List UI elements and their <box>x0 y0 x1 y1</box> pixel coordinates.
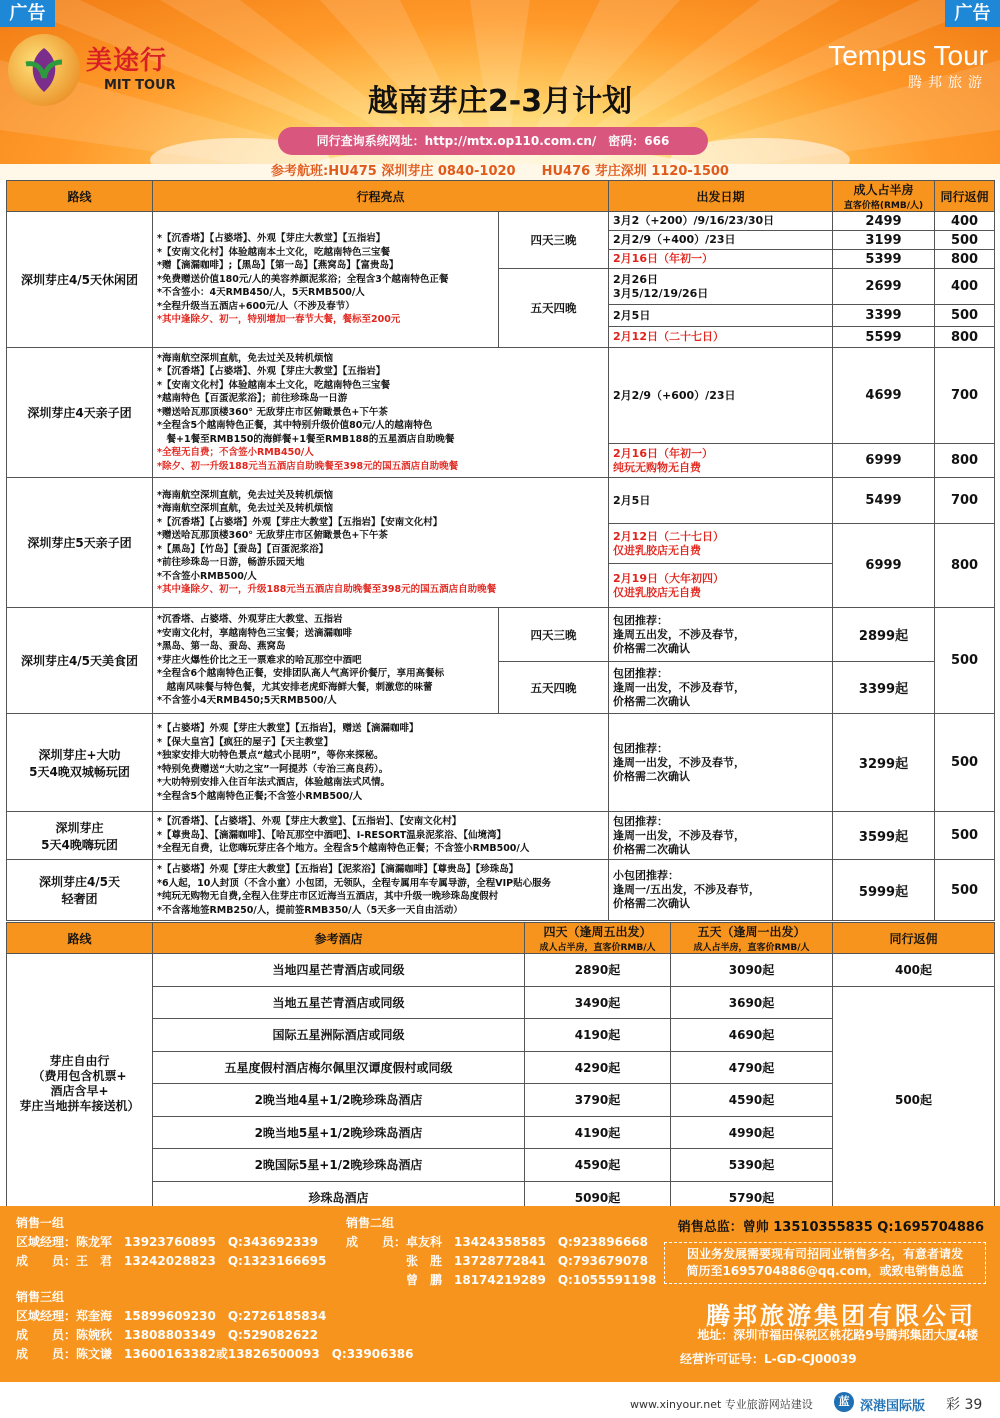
price: 5999起 <box>833 860 935 921</box>
hotel-name: 当地五星芒青酒店或同级 <box>153 986 525 1019</box>
free-travel-table <box>6 922 995 1214</box>
price: 5399 <box>833 250 935 269</box>
highlight-line: *【沉香塔】【占婆塔】、外观【芽庄大教堂】【五指岩】 <box>157 366 386 378</box>
recruit-line: 因业务发展需要现有司招同业销售多名，有意者请发 <box>686 1247 963 1261</box>
ad-tag-left: 广告 <box>0 0 55 27</box>
highlight-line: *【占婆塔】外观【芽庄大教堂】【五指岩】，赠送【滴漏咖啡】 <box>157 723 419 734</box>
departure-date <box>609 524 833 564</box>
highlight-line: *6人起，10人封顶（不含小童）小包团，无领队，全程专属用车专属导游，全程VIP贴心服务 <box>157 877 552 889</box>
header-five-day-sub: 成人占半房，直客价RMB/人 <box>693 943 810 953</box>
header-return: 同行返佣 <box>935 181 995 212</box>
agent-return: 500 <box>935 305 995 327</box>
departure-date: 3月2（+200）/9/16/23/30日 <box>609 212 833 231</box>
departure-date: 2月5日 <box>609 478 833 524</box>
agent-return: 800 <box>935 327 995 348</box>
date-line: 逢周五出发，不涉及春节， <box>613 627 746 641</box>
highlight-note-red: *其中逢除夕、初一，升级188元当五酒店自助晚餐至398元的国五酒店自助晚餐 <box>157 584 497 595</box>
recruit-line: 简历至1695704886@qq.com，或致电销售总监 <box>686 1264 964 1278</box>
page-number: 彩 39 <box>946 1397 983 1413</box>
route-name-line: 5天4晚嗨玩团 <box>41 837 118 852</box>
route-name: 深圳芽庄4/5天休闲团 <box>7 212 153 348</box>
highlight-line: *特别免费赠送“大叻之宝”一阿提苏（专治三高良药）。 <box>157 763 389 775</box>
price: 3299起 <box>833 714 935 812</box>
highlight-line: *【安南文化村】体验越南本土文化，吃越南特色三宝餐 <box>157 379 390 391</box>
route-highlights <box>153 212 499 348</box>
highlight-line: *海南航空深圳直航，免去过关及转机烦恼 <box>157 503 333 514</box>
highlight-line: *前往珍珠岛一日游，畅游乐园天地 <box>157 557 305 568</box>
highlight-line: *芽庄火爆性价比之王一票难求的哈瓦那空中酒吧 <box>157 654 362 666</box>
table-row <box>7 986 995 1019</box>
date-line: 仅进乳胶店无自费 <box>613 543 702 557</box>
tempus-logo-name: Tempus Tour <box>828 40 988 71</box>
price: 4699 <box>833 348 935 444</box>
highlight-line: *赠送哈瓦那顶楼360° 无敌芽庄市区俯瞰景色+下午茶 <box>157 406 388 418</box>
edition-name: 深港国际版 <box>860 1399 926 1414</box>
route-name <box>7 812 153 860</box>
hotel-name: 2晚当地4星+1/2晚珍珠岛酒店 <box>153 1084 525 1117</box>
route-name: 深圳芽庄4天亲子团 <box>7 348 153 478</box>
hotel-name: 2晚国际5星+1/2晚珍珠岛酒店 <box>153 1149 525 1182</box>
license-number: 经营许可证号：L-GD-CJ00039 <box>680 1352 857 1366</box>
tempus-logo-sub: 腾邦旅游 <box>908 75 988 91</box>
highlight-line: *全程含5个越南特色正餐，其中特别升级价值80元/人的越南特色 <box>157 420 433 432</box>
five-day-price: 3090起 <box>671 954 833 987</box>
highlight-line: *不含签小4天RMB450;5天RMB500/人 <box>157 695 337 707</box>
highlight-line: *纯玩无购物无自费,全程入住芽庄市区近海当五酒店，其中升级一晚珍珠岛度假村 <box>157 891 499 902</box>
sales-group-1 <box>16 1214 326 1271</box>
header-four-day-sub: 成人占半房，直客价RMB/人 <box>539 943 656 953</box>
highlight-line: *全程无自费，让您嗨玩芽庄各个地方。全程含5个越南特色正餐；不含签小RMB500/人 <box>157 843 530 855</box>
date-line: 2月26日 <box>613 272 658 286</box>
agent-return: 500 <box>935 231 995 250</box>
five-day-price: 4990起 <box>671 1116 833 1149</box>
highlight-line: *【保大皇宫】【疯狂的屋子】【天主教堂】 <box>157 736 333 748</box>
trip-length: 五天四晚 <box>499 662 609 714</box>
trip-length: 四天三晚 <box>499 212 609 269</box>
header-price <box>833 181 935 212</box>
departure-date: 2月2/9（+400）/23日 <box>609 231 833 250</box>
departure-date: 2月5日 <box>609 305 833 327</box>
table-row <box>7 812 995 860</box>
highlight-line: *【安南文化村】体验越南本土文化，吃越南特色三宝餐 <box>157 246 390 258</box>
company-name: 腾邦旅游集团有限公司 <box>706 1302 976 1330</box>
hotel-name: 2晚当地5星+1/2晚珍珠岛酒店 <box>153 1116 525 1149</box>
five-day-price: 4790起 <box>671 1051 833 1084</box>
highlight-line: *不含签小RMB500/人 <box>157 570 257 582</box>
highlight-line: *不含落地签RMB250/人，提前签RMB350/人（5天多一天自由活动） <box>157 904 463 916</box>
highlight-line: *海南航空深圳直航，免去过关及转机烦恼 <box>157 352 333 364</box>
highlight-line: *海南航空深圳直航，免去过关及转机烦恼 <box>157 489 333 501</box>
route-name-line: 5天4晚双城畅玩团 <box>29 764 130 779</box>
price: 2699 <box>833 269 935 305</box>
table-row <box>7 860 995 921</box>
highlight-line: *【沉香塔】【占婆塔】、外观【芽庄大教堂】【五指岩】 <box>157 233 386 245</box>
highlight-line: *不含签小：4天RMB450/人，5天RMB500/人 <box>157 287 365 299</box>
agent-return: 700 <box>935 478 995 524</box>
date-line: 包团推荐： <box>613 814 669 828</box>
date-line: 包团推荐： <box>613 666 669 680</box>
agent-return: 800 <box>935 250 995 269</box>
route-highlights <box>153 714 609 812</box>
departure-date: 2月2/9（+600）/23日 <box>609 348 833 444</box>
header-price-sub: 直客价格(RMB/人) <box>843 201 924 211</box>
route-name-line: 芽庄自由行 <box>49 1053 110 1068</box>
agent-return: 500 <box>935 608 995 714</box>
header-price-main: 成人占半房 <box>853 183 914 197</box>
hotel-name: 国际五星洲际酒店或同级 <box>153 1019 525 1052</box>
departure-date <box>609 564 833 608</box>
header-five-day <box>671 923 833 954</box>
date-line: 2月19日（大年初四） <box>613 571 724 585</box>
company-address: 地址：深圳市福田保税区桃花路9号腾邦集团大厦4楼 <box>697 1328 978 1342</box>
price: 6999 <box>833 524 935 608</box>
price: 5599 <box>833 327 935 348</box>
date-line: 包团推荐： <box>613 613 669 627</box>
route-highlights <box>153 348 609 478</box>
group-title: 销售一组 <box>16 1216 65 1230</box>
date-line: 价格需二次确认 <box>613 842 691 856</box>
ad-tag-right: 广告 <box>945 0 1000 27</box>
group-title: 销售三组 <box>16 1290 65 1304</box>
header-five-day-main: 五天（逢周一出发） <box>697 925 806 939</box>
itinerary-header-row <box>7 181 995 212</box>
agent-return: 500 <box>935 812 995 860</box>
route-highlights <box>153 812 609 860</box>
table-row <box>7 478 995 524</box>
hotel-name: 珍珠岛酒店 <box>153 1181 525 1214</box>
departure-date <box>609 812 833 860</box>
header-four-day-main: 四天（逢周五出发） <box>543 925 652 939</box>
route-name-line: 深圳芽庄 <box>55 820 104 835</box>
contact-line: 成 员：王 君 13242028823 Q:1323166695 <box>16 1254 327 1268</box>
date-line: 价格需二次确认 <box>613 769 691 783</box>
highlight-note-red: *全程无自费；不含签小RMB450/人 <box>157 447 314 459</box>
sales-director: 销售总监：曾帅 13510355835 Q:1695704886 <box>677 1220 984 1235</box>
hotel-name: 当地四星芒青酒店或同级 <box>153 954 525 987</box>
highlight-line: *【沉香塔】、【占婆塔】、外观【芽庄大教堂】、【五指岩】、【安南文化村】 <box>157 816 462 828</box>
price: 3199 <box>833 231 935 250</box>
agent-return: 500 <box>935 714 995 812</box>
mit-logo-name: 美途行 <box>86 46 168 76</box>
agent-return: 500 <box>935 860 995 921</box>
header-route: 路线 <box>7 923 153 954</box>
price: 3599起 <box>833 812 935 860</box>
highlight-line: 越南风味餐与特色餐，尤其安排老虎虾海鲜大餐，刺激您的味蕾 <box>157 681 433 693</box>
contact-line: 张 胜 13728772841 Q:793679078 <box>346 1254 648 1268</box>
table-row <box>7 348 995 444</box>
departure-date <box>609 444 833 478</box>
contact-line: 曾 鹏 18174219289 Q:1055591198 <box>346 1273 657 1287</box>
price: 2899起 <box>833 608 935 662</box>
query-system-bar: 同行查询系统网址：http://mtx.op110.com.cn/ 密码：666 <box>278 127 708 155</box>
departure-date <box>609 269 833 305</box>
five-day-price: 3690起 <box>671 986 833 1019</box>
highlight-line: *黑岛、第一岛、蚕岛、燕窝岛 <box>157 641 286 653</box>
contact-line: 成 员：卓友科 13424358585 Q:923896668 <box>346 1235 648 1249</box>
highlight-line: *安南文化村，享越南特色三宝餐；送滴漏咖啡 <box>157 627 352 639</box>
highlight-line: *【尊贵岛】、【滴漏咖啡】、【哈瓦那空中酒吧】、I-RESORT温泉泥浆浴、【仙境湾】 <box>157 829 507 841</box>
date-line: 价格需二次确认 <box>613 897 691 910</box>
edition-badge-icon: 蓝 <box>834 1392 854 1412</box>
five-day-price: 4590起 <box>671 1084 833 1117</box>
table-row <box>7 714 995 812</box>
itinerary-table <box>6 180 995 921</box>
date-line: 逢周一/五出发，不涉及春节， <box>613 883 761 896</box>
route-name-line: 芽庄当地拼车接送机） <box>19 1098 140 1113</box>
trip-length: 四天三晚 <box>499 608 609 662</box>
route-name-line: 酒店含早+ <box>50 1083 109 1098</box>
contact-line: 区域经理：陈龙军 13923760895 Q:343692339 <box>16 1235 318 1249</box>
header-highlights: 行程亮点 <box>153 181 609 212</box>
agent-return: 800 <box>935 524 995 608</box>
five-day-price: 5790起 <box>671 1181 833 1214</box>
page-title: 越南芽庄2-3月计划 <box>367 84 633 119</box>
highlight-line: *全程升级当五酒店+600元/人（不涉及春节） <box>157 300 355 312</box>
agent-return: 800 <box>935 444 995 478</box>
date-line: 逢周一出发，不涉及春节， <box>613 680 746 694</box>
departure-date: 2月16日（年初一） <box>609 250 833 269</box>
header-banner <box>0 0 1000 168</box>
four-day-price: 4190起 <box>525 1019 671 1052</box>
group-title: 销售二组 <box>346 1216 395 1230</box>
contact-line: 成 员：陈婉秋 13808803349 Q:529082622 <box>16 1328 318 1342</box>
route-name: 深圳芽庄5天亲子团 <box>7 478 153 608</box>
four-day-price: 4590起 <box>525 1149 671 1182</box>
hotel-name: 五星度假村酒店梅尔佩里汉谭度假村或同级 <box>153 1051 525 1084</box>
header-four-day <box>525 923 671 954</box>
page-bottom <box>0 1386 1000 1418</box>
price: 2499 <box>833 212 935 231</box>
highlight-line: *【沉香塔】【占婆塔】外观【芽庄大教堂】【五指岩】【安南文化村】 <box>157 516 443 528</box>
agent-return: 400起 <box>833 954 995 987</box>
price: 3399起 <box>833 662 935 714</box>
date-line: 2月12日（二十七日） <box>613 529 724 543</box>
five-day-price: 5390起 <box>671 1149 833 1182</box>
highlight-line: *【占婆塔】外观【芽庄大教堂】【五指岩】【泥浆浴】【滴漏咖啡】【尊贵岛】【珍珠岛】 <box>157 864 519 875</box>
reference-flights: 参考航班:HU475 深圳芽庄 0840-1020 HU476 芽庄深圳 1120-1500 <box>0 164 1000 180</box>
date-line: 2月16日（年初一） <box>613 446 713 460</box>
table-row <box>7 212 995 231</box>
highlight-line: *大叻特别安排入住百年法式酒店，体验越南法式风情。 <box>157 777 390 788</box>
four-day-price: 4190起 <box>525 1116 671 1149</box>
four-day-price: 3790起 <box>525 1084 671 1117</box>
route-name <box>7 714 153 812</box>
agent-return: 500起 <box>833 986 995 1214</box>
route-name-line: 深圳芽庄+大叻 <box>38 747 121 762</box>
agent-return: 700 <box>935 348 995 444</box>
header-route: 路线 <box>7 181 153 212</box>
route-highlights <box>153 608 499 714</box>
highlight-note-red: *除夕、初一升级188元当五酒店自助晚餐至398元的国五酒店自助晚餐 <box>157 460 459 472</box>
date-line: 价格需二次确认 <box>613 641 691 655</box>
free-travel-header-row <box>7 923 995 954</box>
four-day-price: 5090起 <box>525 1181 671 1214</box>
website-credit: www.xinyour.net 专业旅游网站建设 <box>630 1398 813 1411</box>
route-name-line: （费用包含机票+ <box>32 1068 127 1083</box>
date-line: 3月5/12/19/26日 <box>613 286 709 300</box>
route-name-line: 轻奢团 <box>61 892 98 906</box>
departure-date <box>609 860 833 921</box>
date-line: 逢周一出发，不涉及春节， <box>613 755 746 769</box>
date-line: 逢周一出发，不涉及春节， <box>613 828 746 842</box>
price: 6999 <box>833 444 935 478</box>
table-row <box>7 954 995 987</box>
agent-return: 400 <box>935 212 995 231</box>
table-row <box>7 608 995 662</box>
departure-date: 2月12日（二十七日） <box>609 327 833 348</box>
sales-group-3 <box>16 1288 414 1364</box>
header-return: 同行返佣 <box>833 923 995 954</box>
highlight-line: *全程含5个越南特色正餐;不含签小RMB500/人 <box>157 790 363 802</box>
highlight-line: *赠【滴漏咖啡】;【黑岛】【第一岛】【燕窝岛】【富贵岛】 <box>157 260 399 272</box>
departure-date <box>609 714 833 812</box>
mit-logo-sub: MIT TOUR <box>104 78 176 93</box>
trip-length: 五天四晚 <box>499 269 609 348</box>
highlight-line: *沉香塔、占婆塔、外观芽庄大教堂、五指岩 <box>157 614 343 626</box>
date-line: 仅进乳胶店无自费 <box>613 585 702 599</box>
route-highlights <box>153 860 609 921</box>
highlight-line: *独家安排大叻特色景点“越式小昆明”，等你来探秘。 <box>157 750 384 761</box>
departure-date <box>609 608 833 662</box>
highlight-line: *免费赠送价值180元/人的美容养颜泥浆浴；全程含3个越南特色正餐 <box>157 273 449 285</box>
five-day-price: 4690起 <box>671 1019 833 1052</box>
highlight-line: *赠送哈瓦那顶楼360° 无敌芽庄市区俯瞰景色+下午茶 <box>157 530 388 541</box>
recruitment-notice <box>664 1242 986 1284</box>
highlight-line: *越南特色【百蛋泥浆浴】；前往珍珠岛一日游 <box>157 393 348 405</box>
date-line: 纯玩无购物无自费 <box>613 460 702 474</box>
four-day-price: 3490起 <box>525 986 671 1019</box>
four-day-price: 2890起 <box>525 954 671 987</box>
route-name <box>7 954 153 1214</box>
route-name <box>7 860 153 921</box>
route-name: 深圳芽庄4/5天美食团 <box>7 608 153 714</box>
agent-return: 400 <box>935 269 995 305</box>
contact-line: 区域经理：郑奎海 15899609230 Q:2726185834 <box>16 1309 327 1323</box>
route-highlights <box>153 478 609 608</box>
header-dates: 出发日期 <box>609 181 833 212</box>
sales-group-2 <box>346 1214 656 1290</box>
contact-line: 成 员：陈文谦 13600163382或13826500093 Q:33906386 <box>16 1347 414 1361</box>
highlight-line: *全程含6个越南特色正餐，安排团队高人气高评价餐厅，享用高餐标 <box>157 668 445 680</box>
contact-footer <box>0 1206 1000 1382</box>
highlight-line: 餐+1餐至RMB150的海鲜餐+1餐至RMB188的五星酒店自助晚餐 <box>157 433 455 445</box>
four-day-price: 4290起 <box>525 1051 671 1084</box>
highlight-note-red: *其中逢除夕、初一，特别增加一春节大餐，餐标至200元 <box>157 314 401 326</box>
date-line: 价格需二次确认 <box>613 694 691 708</box>
date-line: 包团推荐： <box>613 741 669 755</box>
route-name-line: 深圳芽庄4/5天 <box>38 875 121 889</box>
date-line: 小包团推荐： <box>613 869 680 882</box>
header-hotel: 参考酒店 <box>153 923 525 954</box>
price: 3399 <box>833 305 935 327</box>
price: 5499 <box>833 478 935 524</box>
departure-date <box>609 662 833 714</box>
highlight-line: *【黑岛】【竹岛】【蚕岛】【百蛋泥浆浴】 <box>157 543 329 555</box>
